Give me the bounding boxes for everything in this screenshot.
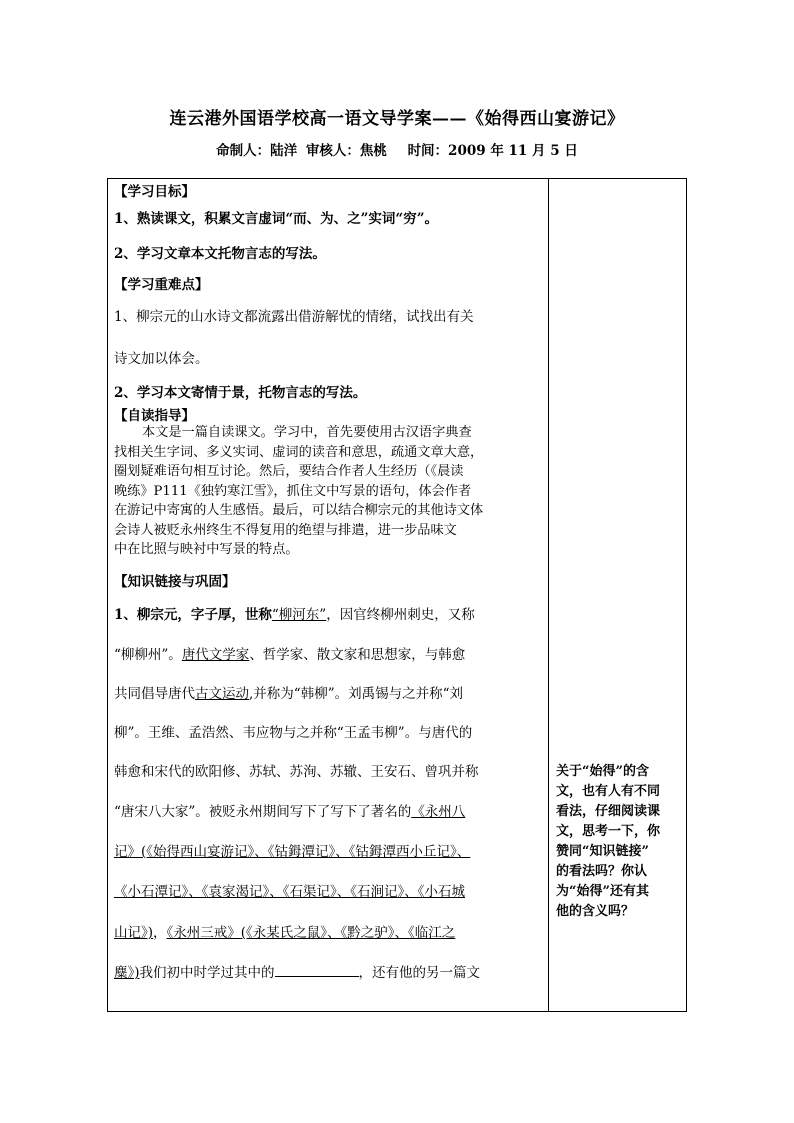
knowledge-line: 记》(《始得西山宴游记》、《钴鉧潭记》、《钴鉧潭西小丘记》、 — [114, 844, 471, 860]
side-note-line: 关于“始得”的含 — [556, 764, 649, 779]
side-note-line: 为“始得”还有其 — [556, 884, 649, 899]
side-note-line: 文，思考一下，你 — [556, 824, 661, 839]
side-note-line: 看法，仔细阅读课 — [556, 804, 661, 819]
key-point-line: 1、柳宗元的山水诗文都流露出借游解忧的情绪，试找出有关 — [114, 309, 474, 325]
guide-line: 本文是一篇自读课文。学习中，首先要使用古汉语字典查 — [142, 425, 472, 440]
objectives-heading: 【学习目标】 — [114, 184, 195, 200]
underlined-term: 古文运动 — [195, 686, 249, 702]
side-note-line: 他的含义吗？ — [556, 904, 635, 919]
column-divider — [548, 178, 549, 1012]
page-title: 连云港外国语学校高一语文导学案——《始得西山宴游记》 — [169, 109, 625, 129]
guide-line: 晚练》P111《独钓寒江雪》，抓住文中写景的语句，体会作者 — [114, 483, 472, 499]
key-points-heading: 【学习重难点】 — [114, 277, 209, 293]
author-label: 命制人：陆洋 — [216, 143, 298, 159]
side-note-line: 赞同“知识链接” — [556, 844, 649, 859]
guide-line: 在游记中寄寓的人生感悟。最后，可以结合柳宗元的其他诗文体 — [114, 503, 484, 518]
underlined-term: 唐代文学家 — [181, 647, 250, 663]
author-line — [0, 139, 794, 159]
knowledge-line: 共同倡导唐代古文运动,并称为“韩柳”。刘禹锡与之并称“刘 — [114, 686, 463, 702]
knowledge-line: “柳柳州”。唐代文学家、哲学家、散文家和思想家，与韩愈 — [114, 647, 466, 663]
knowledge-line: 山记》)，《永州三戒》(《永某氏之鼠》、《黔之驴》、《临江之 — [114, 925, 456, 941]
objective-item: 2、学习文章本文托物言志的写法。 — [114, 246, 326, 262]
knowledge-line: 韩愈和宋代的欧阳修、苏轼、苏洵、苏辙、王安石、曾巩并称 — [114, 764, 479, 780]
knowledge-line: 《小石潭记》、《袁家渴记》、《石渠记》、《石涧记》、《小石城 — [114, 884, 465, 900]
key-point-line: 诗文加以体会。 — [114, 351, 209, 367]
guide-line: 会诗人被贬永州终生不得复用的绝望与排遣，进一步品味文 — [114, 522, 457, 538]
guide-line: 找相关生字词、多义实词、虚词的读音和意思，疏通文章大意， — [114, 444, 484, 460]
guide-paragraph — [114, 423, 544, 560]
knowledge-heading: 【知识链接与巩固】 — [114, 574, 236, 590]
knowledge-line: “唐宋八大家”。被贬永州期间写下了写下了著名的《永州八 — [114, 804, 466, 820]
key-point-line: 2、学习本文寄情于景，托物言志的写法。 — [114, 385, 367, 401]
reviewer-label: 审核人：焦桃 — [305, 143, 387, 159]
side-note-line: 的看法吗？你认 — [556, 864, 648, 879]
side-note — [556, 762, 684, 922]
objective-item: 1、熟读课文，积累文言虚词“而、为、之”实词“穷”。 — [114, 211, 438, 227]
knowledge-line: 麋》)我们初中时学过其中的 ，还有他的另一篇文 — [114, 965, 481, 981]
guide-line: 圈划疑难语句相互讨论。然后，要结合作者人生经历（《晨读 — [114, 464, 464, 479]
underlined-term: 《永州八 — [411, 804, 466, 820]
side-note-line: 文，也有人有不同 — [556, 784, 661, 799]
time-label: 时间：2009 年 11 月 5 日 — [407, 143, 578, 159]
knowledge-line: 1、柳宗元，字子厚，世称“柳河东”，因官终柳州刺史，又称 — [114, 607, 475, 623]
knowledge-line: 柳”。王维、孟浩然、韦应物与之并称“王孟韦柳”。与唐代的 — [114, 725, 473, 741]
guide-heading: 【自读指导】 — [114, 408, 195, 424]
underlined-term: “柳河东” — [271, 607, 327, 623]
fill-in-blank[interactable] — [275, 964, 359, 977]
guide-line: 中在比照与映衬中写景的特点。 — [114, 542, 299, 557]
